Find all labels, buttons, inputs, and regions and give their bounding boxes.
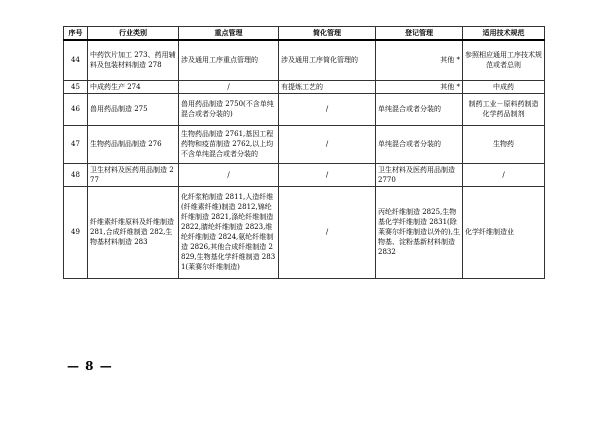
row-simple: /	[279, 186, 376, 278]
table-row	[64, 80, 545, 93]
row-standard: 参照相应通用工序技术规范或者总则	[463, 40, 545, 80]
row-standard: 制药工业－原料药制造 化学药品制剂	[463, 93, 545, 125]
table-row	[64, 186, 545, 278]
row-industry: 卫生材料及医药用品制造 277	[88, 163, 179, 186]
header-no: 序号	[64, 27, 88, 41]
row-standard: /	[463, 163, 545, 186]
table-header-row	[64, 27, 545, 41]
table-row	[64, 40, 545, 80]
row-standard: 化学纤维制造业	[463, 186, 545, 278]
row-no: 45	[64, 80, 88, 93]
row-key: 生物药品制造 2761,基因工程药物和疫苗制造 2762,以上均不含单纯混合或者分装的	[179, 125, 279, 163]
row-no: 48	[64, 163, 88, 186]
header-industry: 行业类别	[88, 27, 179, 41]
row-key: /	[179, 80, 279, 93]
row-industry: 中药饮片加工 273、药用辅料及包装材料制造 278	[88, 40, 179, 80]
row-industry: 兽用药品制造 275	[88, 93, 179, 125]
row-standard: 生物药	[463, 125, 545, 163]
row-industry: 纤维素纤维原料及纤维制造 281,合成纤维制造 282,生物基材料制造 283	[88, 186, 179, 278]
header-standard: 适用技术规范	[463, 27, 545, 41]
table-row	[64, 125, 545, 163]
row-register: 其他 *	[376, 40, 463, 80]
table-row	[64, 93, 545, 125]
row-key: 兽用药品制造 2750(不含单纯混合或者分装的)	[179, 93, 279, 125]
row-no: 49	[64, 186, 88, 278]
page-number: — 8 —	[67, 359, 113, 373]
row-no: 46	[64, 93, 88, 125]
row-simple: /	[279, 93, 376, 125]
permit-classification-table	[63, 26, 545, 279]
row-simple: 涉及通用工序简化管理的	[279, 40, 376, 80]
row-simple: 有提炼工艺的	[279, 80, 376, 93]
row-key: 化纤浆粕制造 2811,人造纤维(纤维素纤维)制造 2812,锦纶纤维制造 2821,涤纶纤维制造 2822,腈纶纤维制造 2823,维纶纤维制造 2824,氨纶纤维制造 2826,其他合成纤维制造 2829,生物基化学纤维制造 2831(莱赛尔纤维制造)	[179, 186, 279, 278]
row-key: /	[179, 163, 279, 186]
row-register: 单纯混合或者分装的	[376, 93, 463, 125]
header-simple-management: 简化管理	[279, 27, 376, 41]
row-key: 涉及通用工序重点管理的	[179, 40, 279, 80]
row-register: 单纯混合或者分装的	[376, 125, 463, 163]
row-standard: 中成药	[463, 80, 545, 93]
row-industry: 中成药生产 274	[88, 80, 179, 93]
row-no: 44	[64, 40, 88, 80]
header-register-management: 登记管理	[376, 27, 463, 41]
row-industry: 生物药品制品制造 276	[88, 125, 179, 163]
row-simple: /	[279, 163, 376, 186]
row-simple: /	[279, 125, 376, 163]
row-register: 其他 *	[376, 80, 463, 93]
row-register: 卫生材料及医药用品制造 2770	[376, 163, 463, 186]
row-no: 47	[64, 125, 88, 163]
row-register: 丙纶纤维制造 2825,生物基化学纤维制造 2831(除莱赛尔纤维制造以外的),生物基、淀粉基新材料制造 2832	[376, 186, 463, 278]
table-row	[64, 163, 545, 186]
header-key-management: 重点管理	[179, 27, 279, 41]
